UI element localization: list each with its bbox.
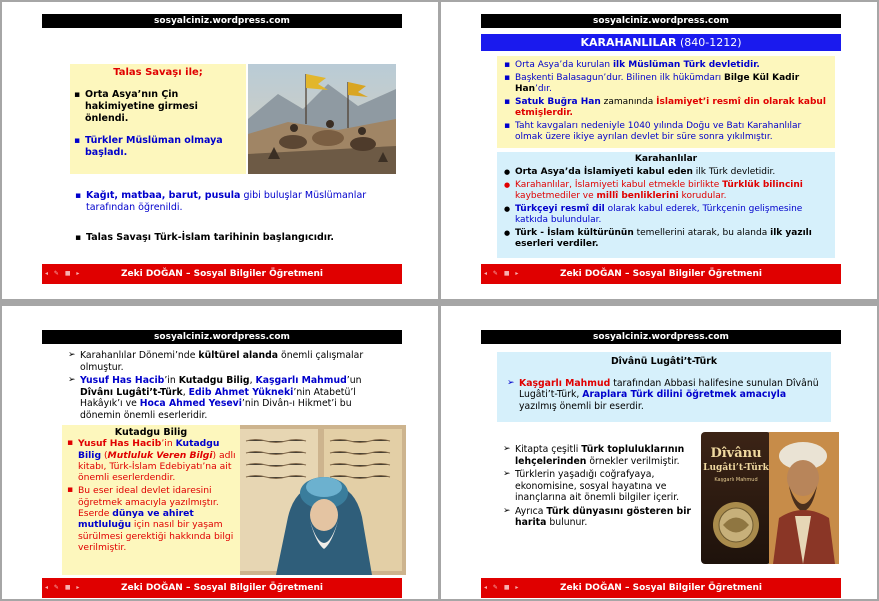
divanu-details-list	[503, 444, 693, 531]
banner-years: (840-1212)	[680, 36, 742, 49]
info-bullet-4: ▪ Taht kavgaları nedeniyle 1040 yılında Doğu ve Batı Karahanlılar olmak üzere ikiye ayrılan devlet bir süre sonra yıkılmıştır.	[503, 121, 829, 143]
slide-2[interactable]	[441, 2, 877, 299]
talas-history-bullet: ▪ Talas Savaşı Türk-İslam tarihinin başlangıcıdır.	[74, 232, 404, 244]
feature-bullet-1: ● Orta Asya’da İslamiyeti kabul eden ilk Türk devletidir.	[503, 167, 829, 178]
banner-title: KARAHANLILAR	[580, 36, 677, 49]
divanu-detail-2: ➢ Türklerin yaşadığı coğrafyaya, ekonomisine, sosyal hayatına ve inançlarına ait önemli bilgiler içerir.	[503, 469, 693, 504]
cultural-bullet-1: ➢ Karahanlılar Dönemi’nde kültürel alanda önemli çalışmalar olmuştur.	[68, 350, 368, 373]
footer-text: Zeki DOĞAN – Sosyal Bilgiler Öğretmeni	[559, 269, 763, 279]
talas-battle-painting	[248, 64, 396, 174]
footer-bar	[481, 264, 841, 284]
slide-nav-icons[interactable]: ◂ ✎ ■ ▸	[45, 270, 82, 277]
footer-text: Zeki DOĞAN – Sosyal Bilgiler Öğretmeni	[120, 583, 324, 593]
cultural-works-list	[68, 350, 368, 423]
karahanlilar-features-box	[497, 152, 835, 258]
info-bullet-2: ▪ Başkenti Balasagun’dur. Bilinen ilk hükümdarı Bilge Kül Kadir Han’dır.	[503, 73, 829, 95]
inventions-bullet: ▪ Kağıt, matbaa, barut, pusula gibi buluşlar Müslümanlar tarafından öğrenildi.	[74, 190, 404, 214]
kutadgu-bullet-1: ▪ Yusuf Has Hacib’in Kutadgu Bilig (Mutluluk Veren Bilgi) adlı kitabı, Türk-İslam Edebiyatı’na ait önemli eserlerdendir.	[66, 438, 236, 483]
kutadgu-bilig-manuscript-image	[236, 425, 406, 575]
info-bullet-3: ▪ Satuk Buğra Han zamanında İslamiyet’i resmî din olarak kabul etmişlerdir.	[503, 97, 829, 119]
divanu-bullet-1: ➢ Kaşgarlı Mahmud tarafından Abbasi halifesine sunulan Dîvânü Lugâti’t-Türk, Araplara Türk dilini öğretmek amacıyla yazılmış önemli bir eserdir.	[507, 378, 821, 413]
feature-bullet-2: ● Karahanlılar, İslamiyeti kabul etmekle birlikte Türklük bilincini kaybetmediler ve millî benliklerini korudular.	[503, 180, 829, 202]
site-header: sosyalciniz.wordpress.com	[42, 14, 402, 28]
talas-box-title: Talas Savaşı ile;	[113, 67, 203, 78]
divanu-box-title: Dîvânü Lugâti’t-Türk	[610, 356, 718, 367]
slide-nav-icons[interactable]: ◂ ✎ ■ ▸	[45, 584, 82, 591]
slide-3[interactable]	[2, 306, 438, 599]
karahanlilar-info-box	[497, 56, 835, 148]
site-header: sosyalciniz.wordpress.com	[481, 14, 841, 28]
kutadgu-bilig-box	[62, 425, 240, 575]
talas-bullet-1: ▪ Orta Asya’nın Çin hakimiyetine girmesi önlendi.	[73, 89, 242, 125]
talas-box	[70, 64, 246, 174]
footer-text: Zeki DOĞAN – Sosyal Bilgiler Öğretmeni	[120, 269, 324, 279]
divanu-detail-3: ➢ Ayrıca Türk dünyasını gösteren bir harita bulunur.	[503, 506, 693, 529]
footer-bar	[42, 578, 402, 598]
site-header: sosyalciniz.wordpress.com	[42, 330, 402, 344]
divanu-book-cover	[701, 432, 771, 564]
kutadgu-box-title: Kutadgu Bilig	[114, 427, 188, 438]
footer-bar	[42, 264, 402, 284]
slide-nav-icons[interactable]: ◂ ✎ ■ ▸	[484, 584, 521, 591]
footer-text: Zeki DOĞAN – Sosyal Bilgiler Öğretmeni	[559, 583, 763, 593]
divanu-box	[497, 352, 831, 422]
features-title: Karahanlılar	[634, 154, 698, 164]
cultural-bullet-2: ➢ Yusuf Has Hacib’in Kutadgu Bilig, Kaşgarlı Mahmud’un Dîvânı Lugâti’t-Türk, Edib Ahmet Yükneki’nin Atabetü’l Hakâyık’ı ve Hoca Ahmed Yesevi’nin Divân-ı Hikmet’i bu dönemin önemli eserleridir.	[68, 375, 368, 421]
kutadgu-bullet-2: ▪ Bu eser ideal devlet idaresini öğretmek amacıyla yazılmıştır. Eserde dünya ve ahiret mutluluğu için nasıl bir yaşam sürülmesi gerektiği hakkında bilgi verilmiştir.	[66, 485, 236, 553]
feature-bullet-3: ● Türkçeyi resmî dil olarak kabul ederek, Türkçenin gelişmesine katkıda bulundular.	[503, 204, 829, 226]
feature-bullet-4: ● Türk - İslam kültürünün temellerini atarak, bu alanda ilk yazılı eserleri verdiler.	[503, 228, 829, 250]
kasgarli-mahmud-portrait	[769, 432, 839, 564]
site-header: sosyalciniz.wordpress.com	[481, 330, 841, 344]
info-bullet-1: ▪ Orta Asya’da kurulan ilk Müslüman Türk devletidir.	[503, 60, 829, 71]
slide1-lower-list	[74, 190, 404, 246]
book-author: Kaşgarlı Mahmud	[714, 477, 758, 483]
talas-bullet-2: ▪ Türkler Müslüman olmaya başladı.	[73, 135, 242, 159]
book-medallion-icon	[711, 500, 761, 550]
karahanlilar-banner	[481, 34, 841, 51]
slide-nav-icons[interactable]: ◂ ✎ ■ ▸	[484, 270, 521, 277]
book-title-1: Dîvânu	[710, 446, 762, 461]
book-title-2: Lugâti’t-Türk	[703, 463, 769, 473]
slide-1[interactable]	[2, 2, 438, 299]
slide-4[interactable]	[441, 306, 877, 599]
footer-bar	[481, 578, 841, 598]
divanu-detail-1: ➢ Kitapta çeşitli Türk topluluklarının lehçelerinden örnekler verilmiştir.	[503, 444, 693, 467]
